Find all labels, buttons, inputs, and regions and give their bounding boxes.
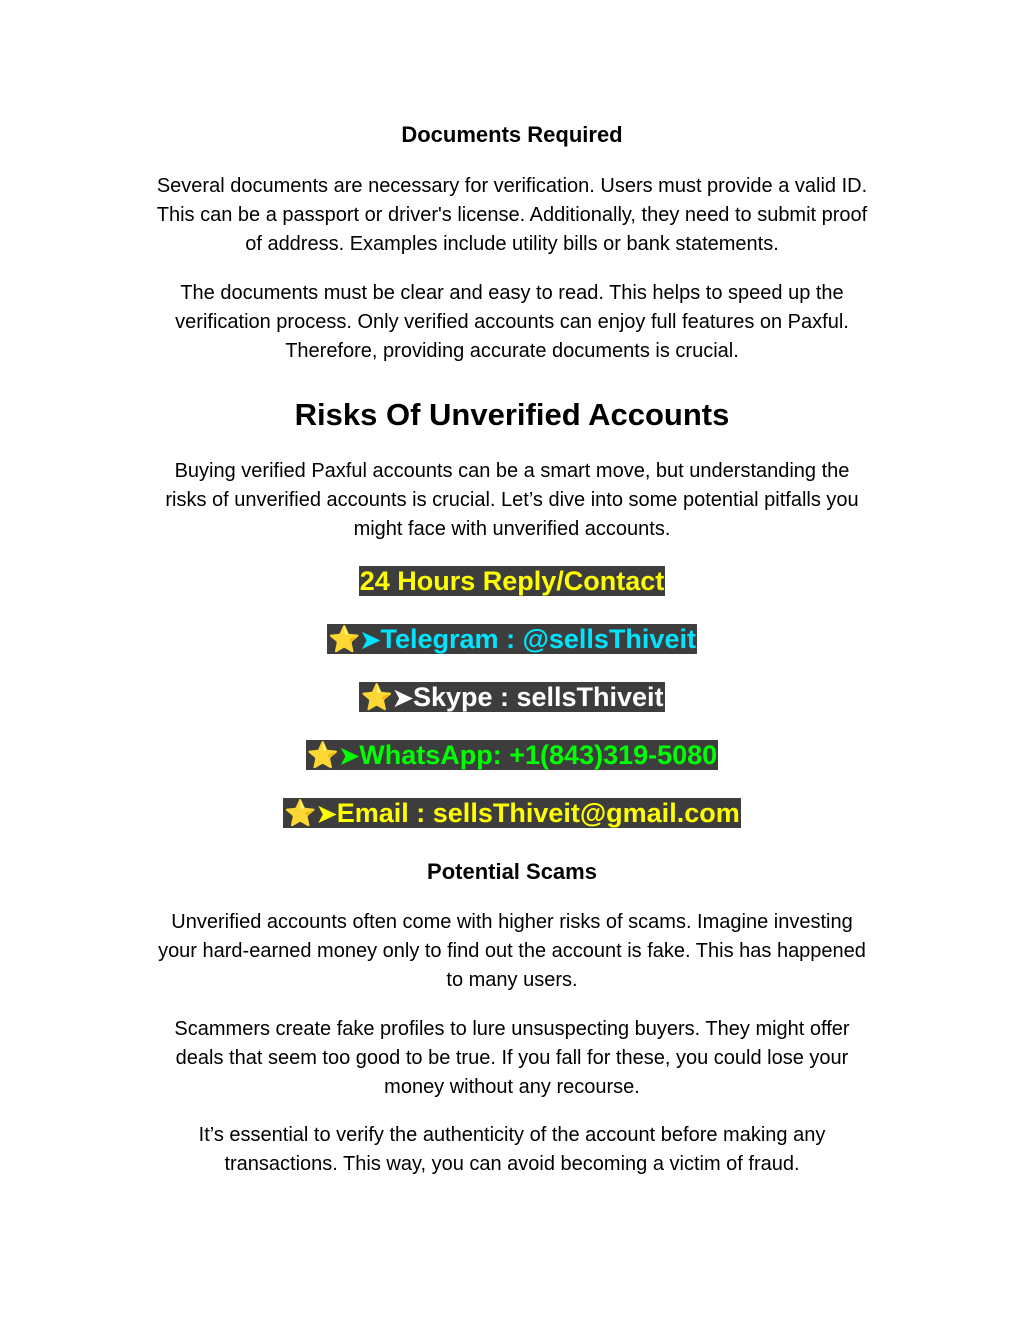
reply-contact-text: 24 Hours Reply/Contact [359, 566, 665, 596]
potential-scams-heading: Potential Scams [427, 859, 597, 884]
text-line: transactions. This way, you can avoid becoming a victim of fraud. [224, 1153, 800, 1175]
text-line: Scammers create fake profiles to lure unsuspecting buyers. They might offer [174, 1018, 850, 1040]
text-line: The documents must be clear and easy to read. This helps to speed up the [180, 282, 844, 304]
text-line: Unverified accounts often come with higher risks of scams. Imagine investing [171, 911, 853, 933]
text-line: deals that seem too good to be true. If you fall for these, you could lose your [175, 1047, 849, 1069]
arrow-icon: ➤ [316, 801, 337, 828]
risks-intro-paragraph [112, 457, 912, 544]
reply-contact-line [0, 564, 1024, 598]
text-line: to many users. [446, 969, 578, 991]
whatsapp-text: WhatsApp: +1(843)319-5080 [359, 740, 718, 770]
text-line: Therefore, providing accurate documents is crucial. [285, 340, 739, 362]
arrow-icon: ➤ [339, 743, 360, 770]
star-icon: ⭐ [328, 624, 361, 654]
potential-scams-paragraph-2 [112, 1015, 912, 1102]
text-line: This can be a passport or driver's license. Additionally, they need to submit proof [156, 204, 868, 226]
potential-scams-paragraph-3 [112, 1121, 912, 1179]
email-text: Email : sellsThiveit@gmail.com [336, 798, 740, 828]
telegram-text: Telegram : @sellsThiveit [380, 624, 696, 654]
text-line: Several documents are necessary for verification. Users must provide a valid ID. [156, 175, 868, 197]
risks-heading: Risks Of Unverified Accounts [294, 397, 730, 432]
whatsapp-contact-line [0, 738, 1024, 774]
telegram-highlight [327, 624, 697, 654]
text-line: risks of unverified accounts is crucial. Let’s dive into some potential pitfalls you [165, 489, 859, 511]
whatsapp-highlight [306, 740, 718, 770]
text-line: Buying verified Paxful accounts can be a smart move, but understanding the [174, 460, 850, 482]
star-icon: ⭐ [360, 682, 393, 712]
telegram-contact-line [0, 622, 1024, 658]
text-line: your hard-earned money only to find out the account is fake. This has happened [158, 940, 866, 962]
arrow-icon: ➤ [392, 685, 413, 712]
documents-required-heading: Documents Required [401, 122, 623, 147]
star-icon: ⭐ [306, 740, 340, 770]
text-line: might face with unverified accounts. [353, 518, 671, 540]
skype-text: Skype : sellsThiveit [412, 682, 664, 712]
email-contact-line [0, 796, 1024, 832]
arrow-icon: ➤ [360, 627, 381, 654]
email-highlight [283, 798, 740, 828]
documents-required-paragraph-2 [112, 279, 912, 366]
skype-highlight [359, 682, 664, 712]
potential-scams-paragraph-1 [112, 908, 912, 995]
star-icon: ⭐ [284, 798, 317, 828]
text-line: verification process. Only verified accounts can enjoy full features on Paxful. [175, 311, 849, 333]
text-line: It’s essential to verify the authenticity of the account before making any [198, 1124, 826, 1146]
skype-contact-line [0, 680, 1024, 716]
text-line: money without any recourse. [384, 1076, 640, 1098]
text-line: of address. Examples include utility bills or bank statements. [245, 233, 779, 255]
documents-required-paragraph-1 [112, 172, 912, 259]
